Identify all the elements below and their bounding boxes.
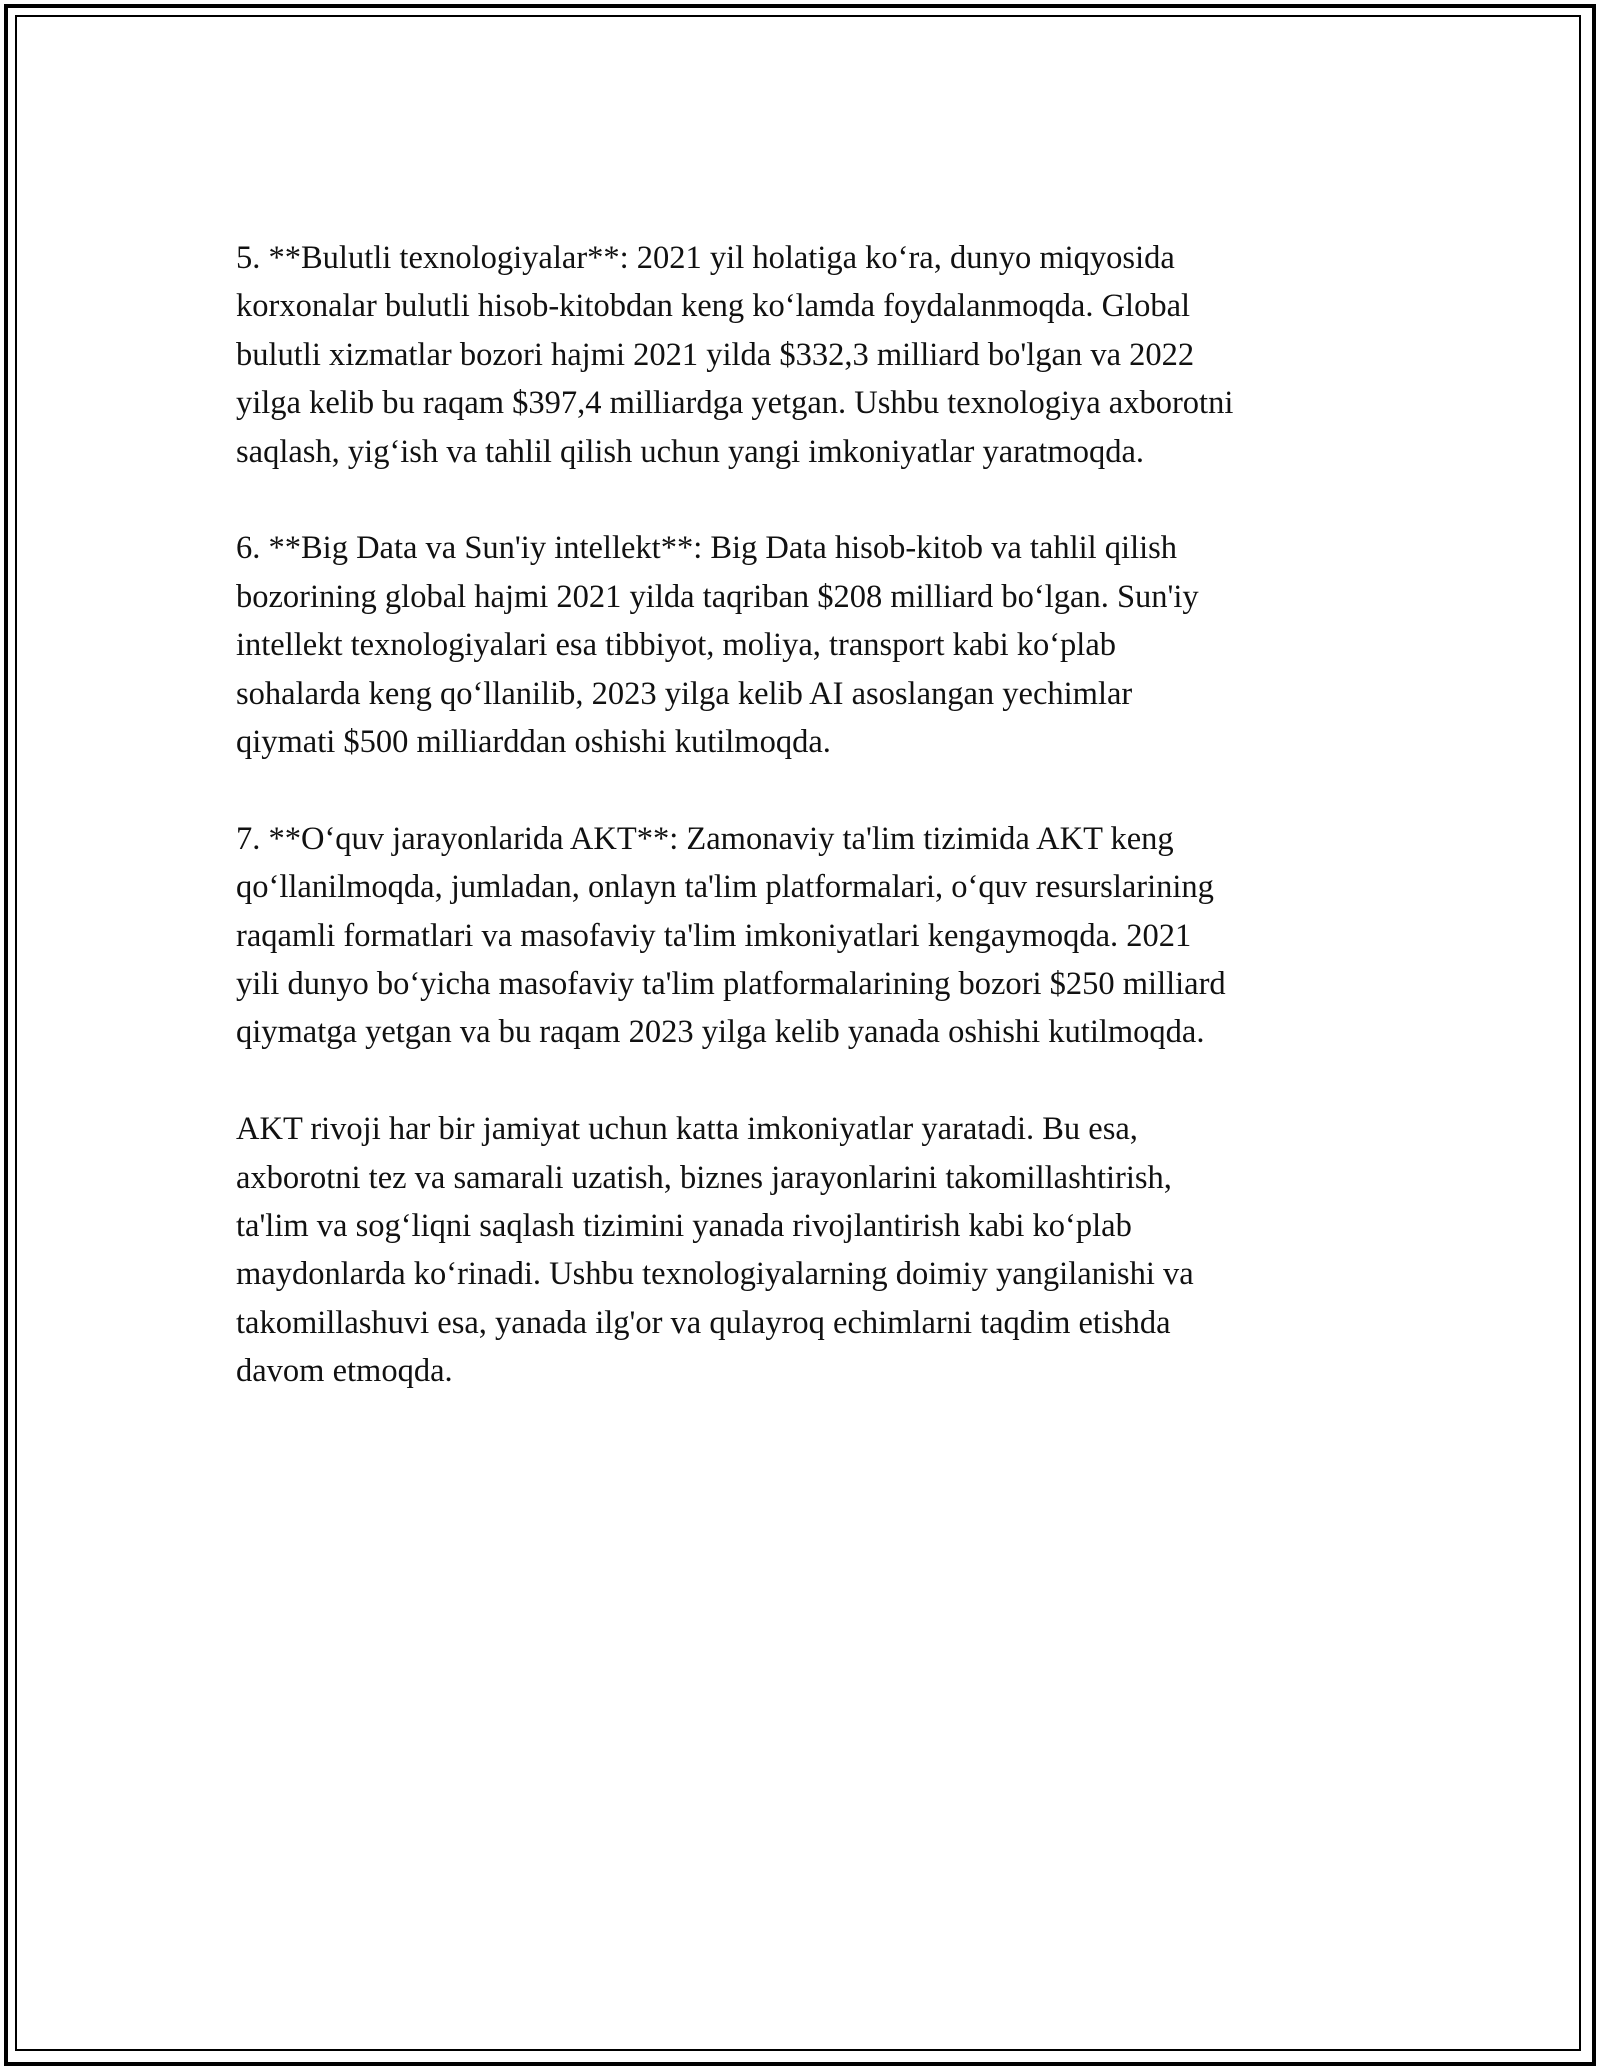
text-line: AKT rivoji har bir jamiyat uchun katta imkoniyatlar yaratadi. Bu esa,: [236, 1111, 1138, 1148]
text-line: axborotni tez va samarali uzatish, biznes jarayonlarini takomillashtirish,: [236, 1159, 1172, 1196]
paragraph-education-ict: [236, 815, 1386, 1057]
text-line: qo‘llanilmoqda, jumladan, onlayn ta'lim platformalari, o‘quv resurslarining: [236, 869, 1214, 906]
text-line: yili dunyo bo‘yicha masofaviy ta'lim platformalarining bozori $250 milliard: [236, 966, 1226, 1003]
text-line: intellekt texnologiyalari esa tibbiyot, moliya, transport kabi ko‘plab: [236, 627, 1117, 664]
text-line: 7. **O‘quv jarayonlarida AKT**: Zamonaviy ta'lim tizimida AKT keng: [236, 820, 1174, 857]
paragraph-big-data-ai: [236, 524, 1386, 766]
text-line: bulutli xizmatlar bozori hajmi 2021 yilda $332,3 milliard bo'lgan va 2022: [236, 336, 1195, 373]
text-line: bozorining global hajmi 2021 yilda taqriban $208 milliard bo‘lgan. Sun'iy: [236, 578, 1199, 615]
text-line: davom etmoqda.: [236, 1353, 453, 1390]
text-line: 5. **Bulutli texnologiyalar**: 2021 yil holatiga ko‘ra, dunyo miqyosida: [236, 240, 1175, 276]
text-line: takomillashuvi esa, yanada ilg'or va qulayroq echimlarni taqdim etishda: [236, 1304, 1171, 1341]
document-body: [236, 234, 1386, 1396]
paragraph-cloud-technologies: [236, 234, 1386, 476]
text-line: yilga kelib bu raqam $397,4 milliardga yetgan. Ushbu texnologiya axborotni: [236, 385, 1234, 422]
text-line: qiymati $500 milliarddan oshishi kutilmoqda.: [236, 724, 831, 761]
text-line: saqlash, yig‘ish va tahlil qilish uchun yangi imkoniyatlar yaratmoqda.: [236, 433, 1145, 470]
paragraph-conclusion: [236, 1105, 1386, 1395]
text-line: raqamli formatlari va masofaviy ta'lim imkoniyatlari kengaymoqda. 2021: [236, 917, 1192, 954]
text-line: 6. **Big Data va Sun'iy intellekt**: Big Data hisob-kitob va tahlil qilish: [236, 530, 1178, 567]
text-line: sohalarda keng qo‘llanilib, 2023 yilga kelib AI asoslangan yechimlar: [236, 675, 1133, 712]
text-line: korxonalar bulutli hisob-kitobdan keng ko‘lamda foydalanmoqda. Global: [236, 288, 1191, 325]
text-line: qiymatga yetgan va bu raqam 2023 yilga kelib yanada oshishi kutilmoqda.: [236, 1014, 1205, 1051]
text-line: ta'lim va sog‘liqni saqlash tizimini yanada rivojlantirish kabi ko‘plab: [236, 1208, 1132, 1245]
text-line: maydonlarda ko‘rinadi. Ushbu texnologiyalarning doimiy yangilanishi va: [236, 1256, 1194, 1293]
